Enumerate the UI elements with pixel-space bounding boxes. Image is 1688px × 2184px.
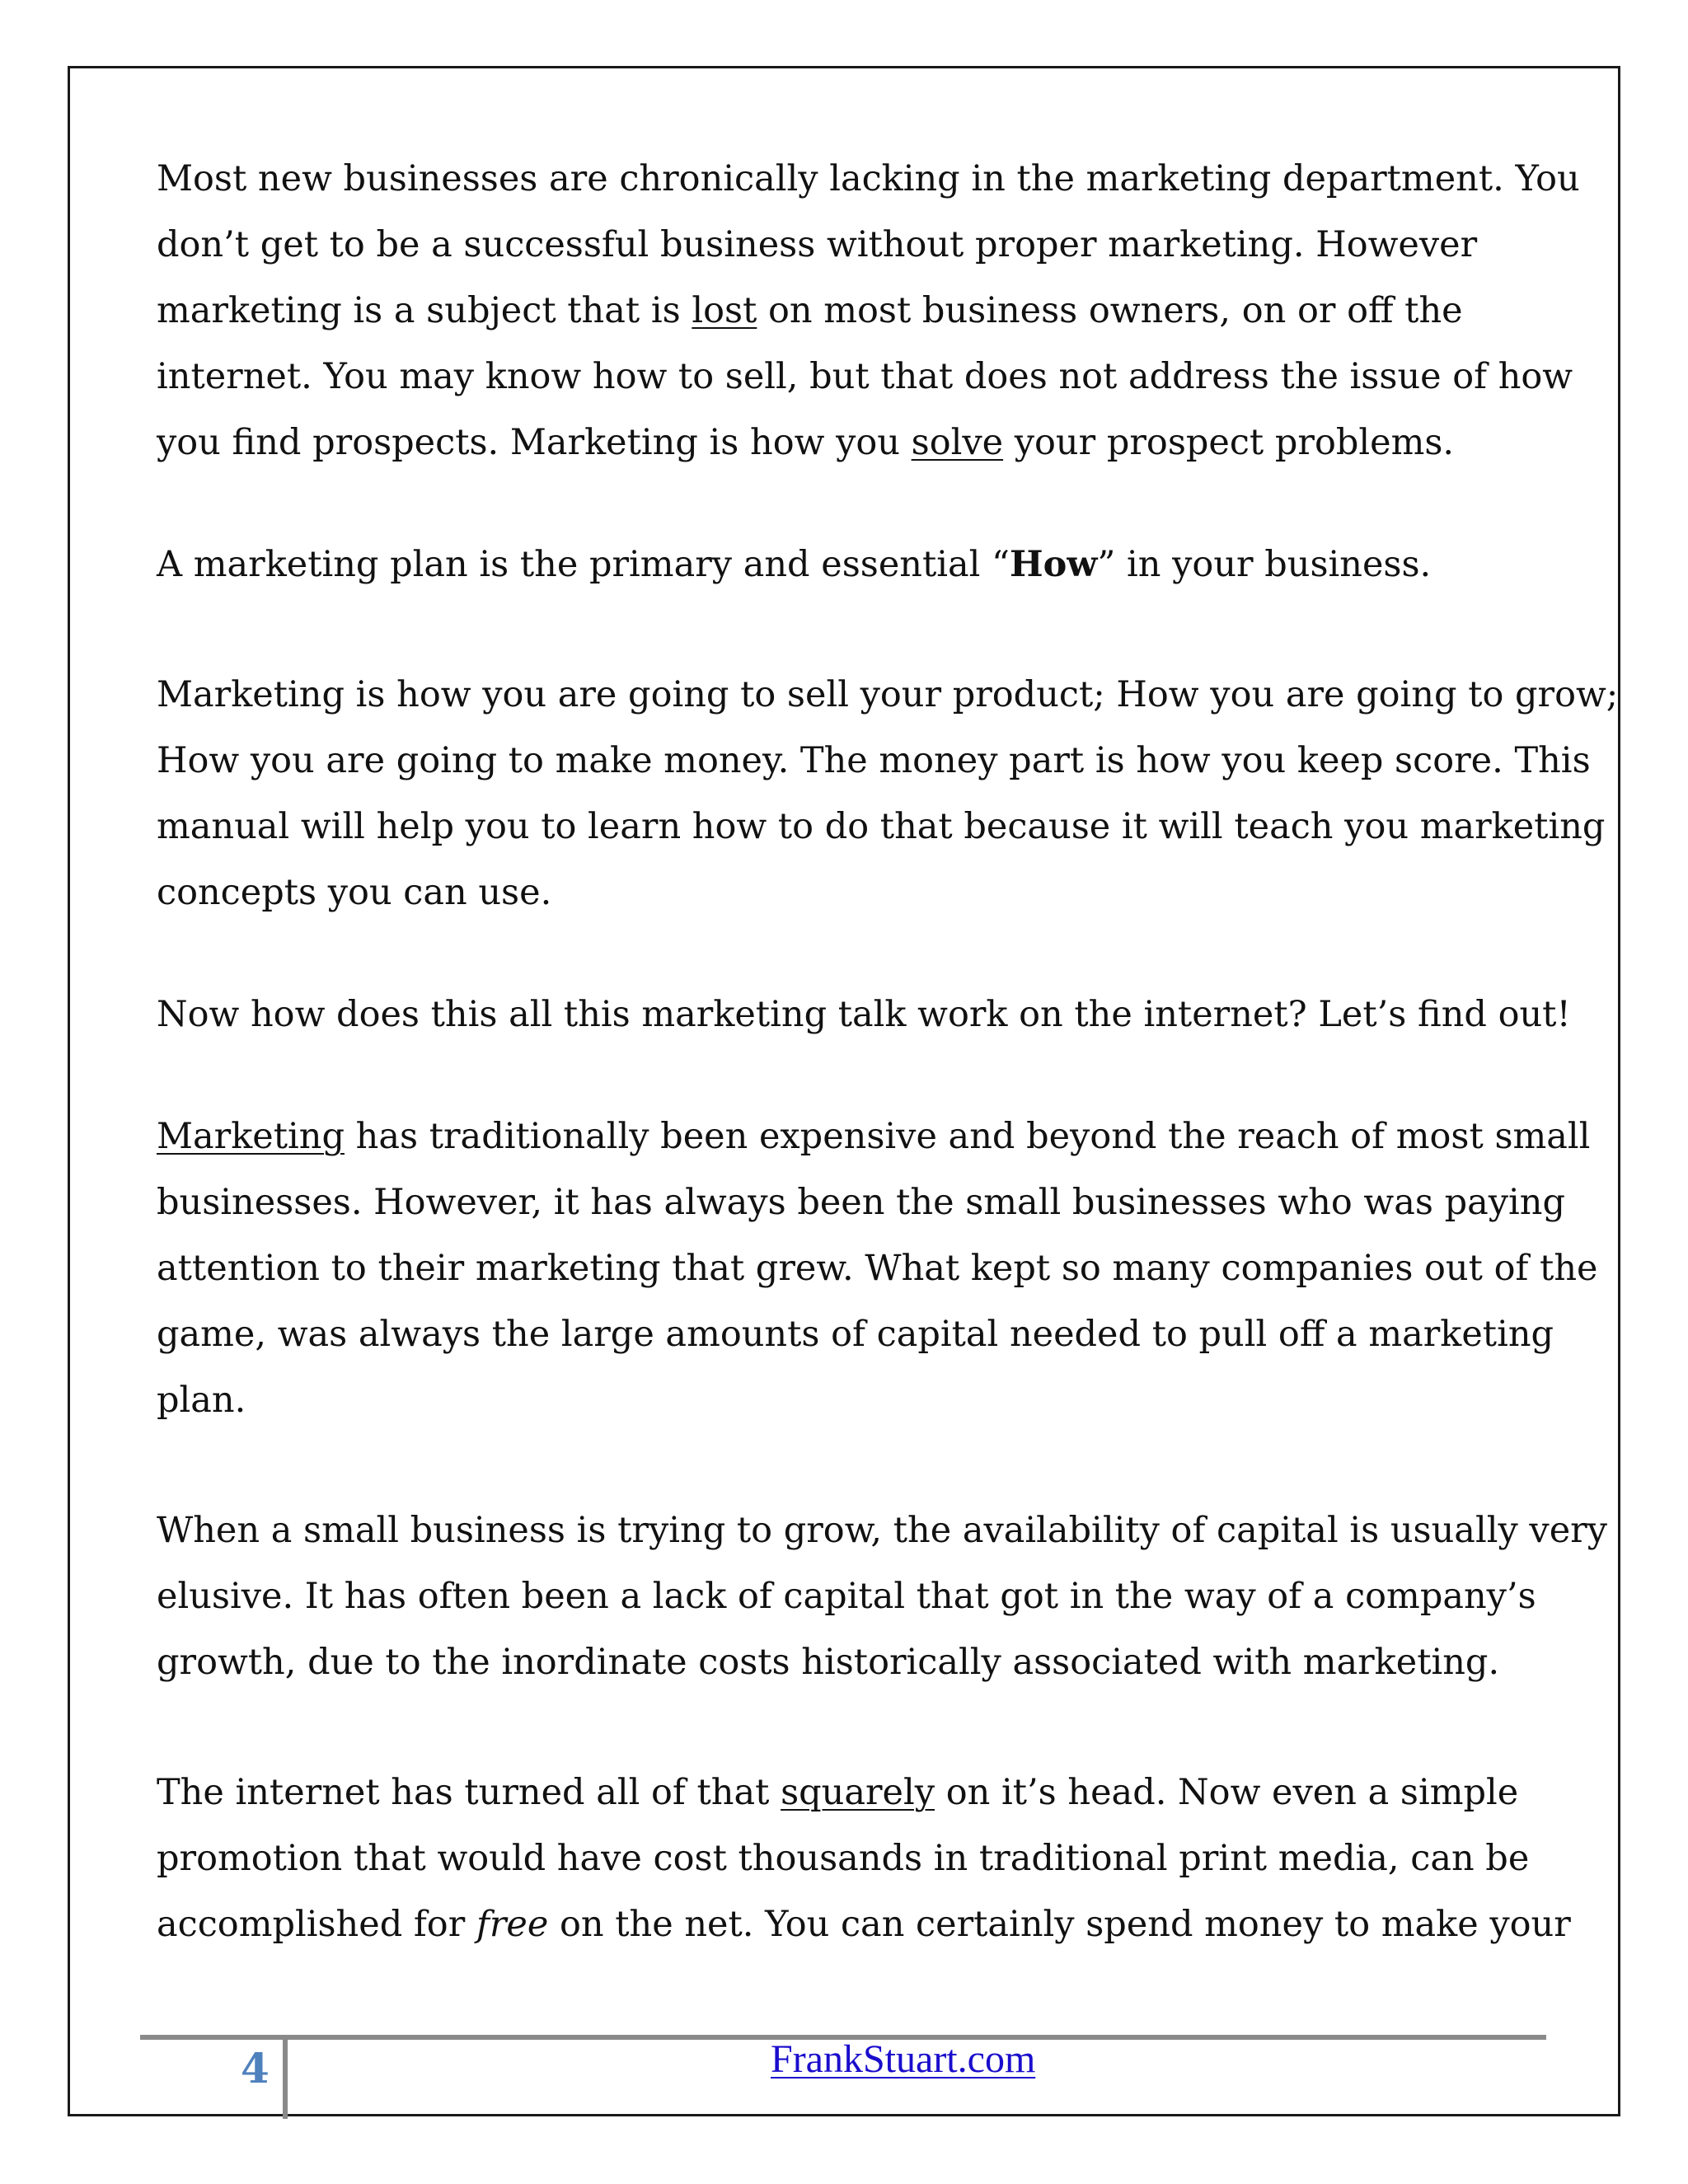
text-line [157, 1891, 1571, 1957]
text-run: on the net. You can certainly spend money to make your [548, 1904, 1571, 1945]
text-run: your prospect problems. [1003, 422, 1455, 463]
text-run: on it’s head. Now even a simple [935, 1772, 1519, 1813]
text-line: Most new businesses are chronically lacking in the marketing department. You [157, 158, 1580, 199]
paragraph-2 [157, 532, 1541, 598]
text-line: concepts you can use. [157, 872, 552, 913]
paragraph-1 [157, 146, 1580, 476]
text-line [157, 532, 1541, 598]
underlined-word-lost: lost [692, 290, 757, 331]
paragraph-5 [157, 1104, 1598, 1433]
text-line: Now how does this all this marketing talk work on the internet? Let’s find out! [157, 994, 1571, 1035]
text-line: don’t get to be a successful business without proper marketing. However [157, 224, 1478, 265]
footer-website-link[interactable]: FrankStuart.com [771, 2037, 1036, 2081]
text-line: businesses. However, it has always been the small businesses who was paying [157, 1182, 1566, 1223]
paragraph-3 [157, 662, 1619, 926]
text-line: growth, due to the inordinate costs historically associated with marketing. [157, 1642, 1500, 1683]
text-run: on most business owners, on or off the [757, 290, 1463, 331]
text-line [157, 1104, 1591, 1169]
text-line [157, 278, 1541, 344]
underlined-word-marketing: Marketing [157, 1116, 345, 1157]
text-line: Marketing is how you are going to sell your product; How you are going to grow; [157, 674, 1619, 715]
text-line: When a small business is trying to grow, the availability of capital is usually very [157, 1510, 1607, 1551]
text-run: ” in your business. [1097, 544, 1432, 585]
text-run: has traditionally been expensive and beyond the reach of most small [344, 1116, 1591, 1157]
footer-divider [283, 2040, 288, 2119]
text-line: game, was always the large amounts of capital needed to pull off a marketing [157, 1314, 1554, 1355]
text-line: How you are going to make money. The money part is how you keep score. This [157, 740, 1591, 781]
text-run: The internet has turned all of that [157, 1772, 781, 1813]
text-line: elusive. It has often been a lack of capital that got in the way of a company’s [157, 1576, 1536, 1617]
underlined-word-squarely: squarely [781, 1772, 935, 1813]
text-run: marketing is a subject that is [157, 290, 692, 331]
text-line: plan. [157, 1380, 246, 1421]
underlined-word-solve: solve [911, 422, 1004, 463]
paragraph-7 [157, 1760, 1571, 1957]
text-run: accomplished for [157, 1904, 476, 1945]
text-line [157, 1760, 1541, 1825]
text-line [157, 410, 1541, 476]
paragraph-6 [157, 1497, 1607, 1695]
italic-word-free: free [476, 1904, 549, 1945]
document-body [157, 146, 1619, 2013]
text-run: you find prospects. Marketing is how you [157, 422, 912, 463]
text-line: manual will help you to learn how to do that because it will teach you marketing [157, 806, 1606, 847]
text-line: attention to their marketing that grew. What kept so many companies out of the [157, 1248, 1598, 1289]
page-number: 4 [241, 2044, 270, 2093]
bold-word-how: How [1010, 544, 1098, 585]
text-line: promotion that would have cost thousands in traditional print media, can be [157, 1838, 1530, 1879]
paragraph-4 [157, 982, 1571, 1047]
text-run: A marketing plan is the primary and essential “ [157, 544, 1010, 585]
text-line: internet. You may know how to sell, but that does not address the issue of how [157, 356, 1573, 397]
